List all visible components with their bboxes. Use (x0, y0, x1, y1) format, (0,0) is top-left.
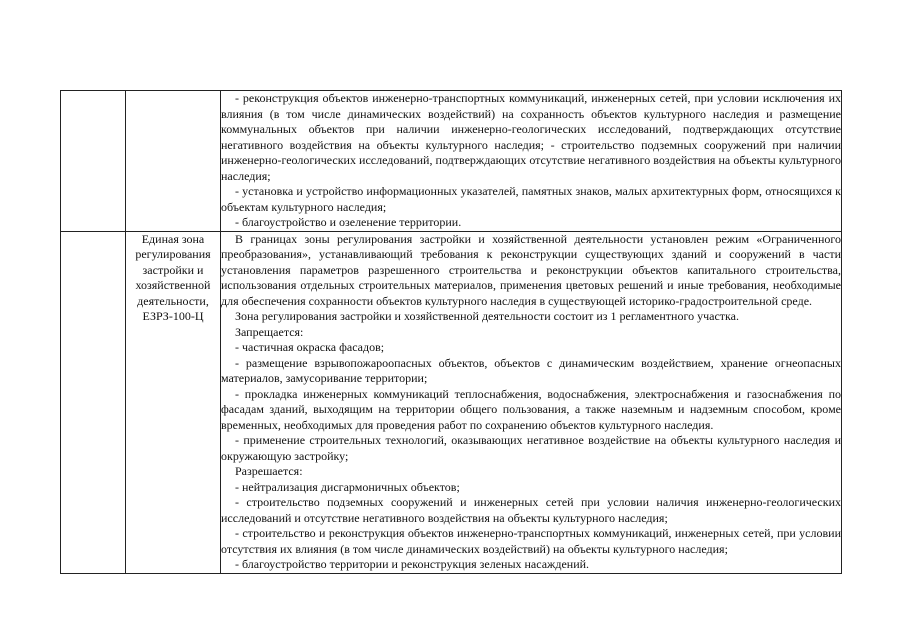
paragraph: - благоустройство и озеленение территории. (235, 215, 462, 229)
paragraph: В границах зоны регулирования застройки и хозяйственной деятельности установлен режим «Ограниченного преобразования», устанавливающий требования к реконструкции существующих зданий и сооружений в части установления параметров разрешенного строительства и реконструкции объектов капитального строительства, использования отдельных строительных материалов, применения цветовых решений и иные требования, необходимые для обеспечения сохранности объектов культурного наследия в существующей историко-градостроительной среде. (221, 231, 841, 308)
paragraph: - размещение взрывопожароопасных объектов, объектов с динамическим воздействием, хранение огнеопасных материалов, замусоривание территории; (221, 355, 841, 385)
requirements-cell (221, 231, 842, 573)
paragraph: - благоустройство территории и реконструкция зеленых насаждений. (235, 557, 590, 571)
paragraph: - строительство и реконструкция объектов инженерно-транспортных коммуникаций, инженерных сетей, при условии отсутствия их влияния (в том числе динамических воздействий) на объекты культурного наследия; (221, 526, 841, 556)
table-row (61, 231, 842, 573)
zone-name-cell: Единая зона регулирования застройки и хозяйственной деятельности, ЕЗРЗ-100-Ц (126, 231, 221, 573)
table-row (61, 91, 842, 232)
paragraph: - реконструкция объектов инженерно-транспортных коммуникаций, инженерных сетей, при условии исключения их влияния (в том числе динамических воздействий) на сохранность объектов культурного наследия и размещение коммунальных объектов при наличии инженерно-геологических исследований, подтверждающих отсутствие негативного воздействия на объекты культурного наследия; - строительство подземных сооружений при наличии инженерно-геологических исследований, подтверждающих отсутствие негативного воздействия на объекты культурного наследия; (221, 91, 841, 183)
regulation-table (60, 90, 842, 574)
zone-name-cell (126, 91, 221, 232)
requirements-cell (221, 91, 842, 232)
number-cell (61, 231, 126, 573)
paragraph: - частичная окраска фасадов; (235, 340, 385, 354)
paragraph: Разрешается: (235, 464, 303, 478)
number-cell (61, 91, 126, 232)
paragraph: Зона регулирования застройки и хозяйственной деятельности состоит из 1 регламентного участка. (235, 309, 739, 323)
paragraph: - нейтрализация дисгармоничных объектов; (235, 479, 460, 494)
paragraph: - установка и устройство информационных указателей, памятных знаков, малых архитектурных форм, относящихся к объектам культурного наследия; (221, 184, 841, 214)
paragraph: - прокладка инженерных коммуникаций теплоснабжения, водоснабжения, электроснабжения и газоснабжения по фасадам зданий, выходящим на территории общего пользования, а также наземным и надземным способом, кроме временных, необходимых для проведения работ по сохранению объектов культурного наследия. (221, 386, 841, 432)
paragraph: Запрещается: (235, 324, 304, 339)
paragraph: - применение строительных технологий, оказывающих негативное воздействие на объекты культурного наследия и окружающую застройку; (221, 433, 841, 463)
paragraph: - строительство подземных сооружений и инженерных сетей при условии наличия инженерно-геологических исследований и отсутствие негативного воздействия на объекты культурного наследия; (221, 495, 841, 525)
